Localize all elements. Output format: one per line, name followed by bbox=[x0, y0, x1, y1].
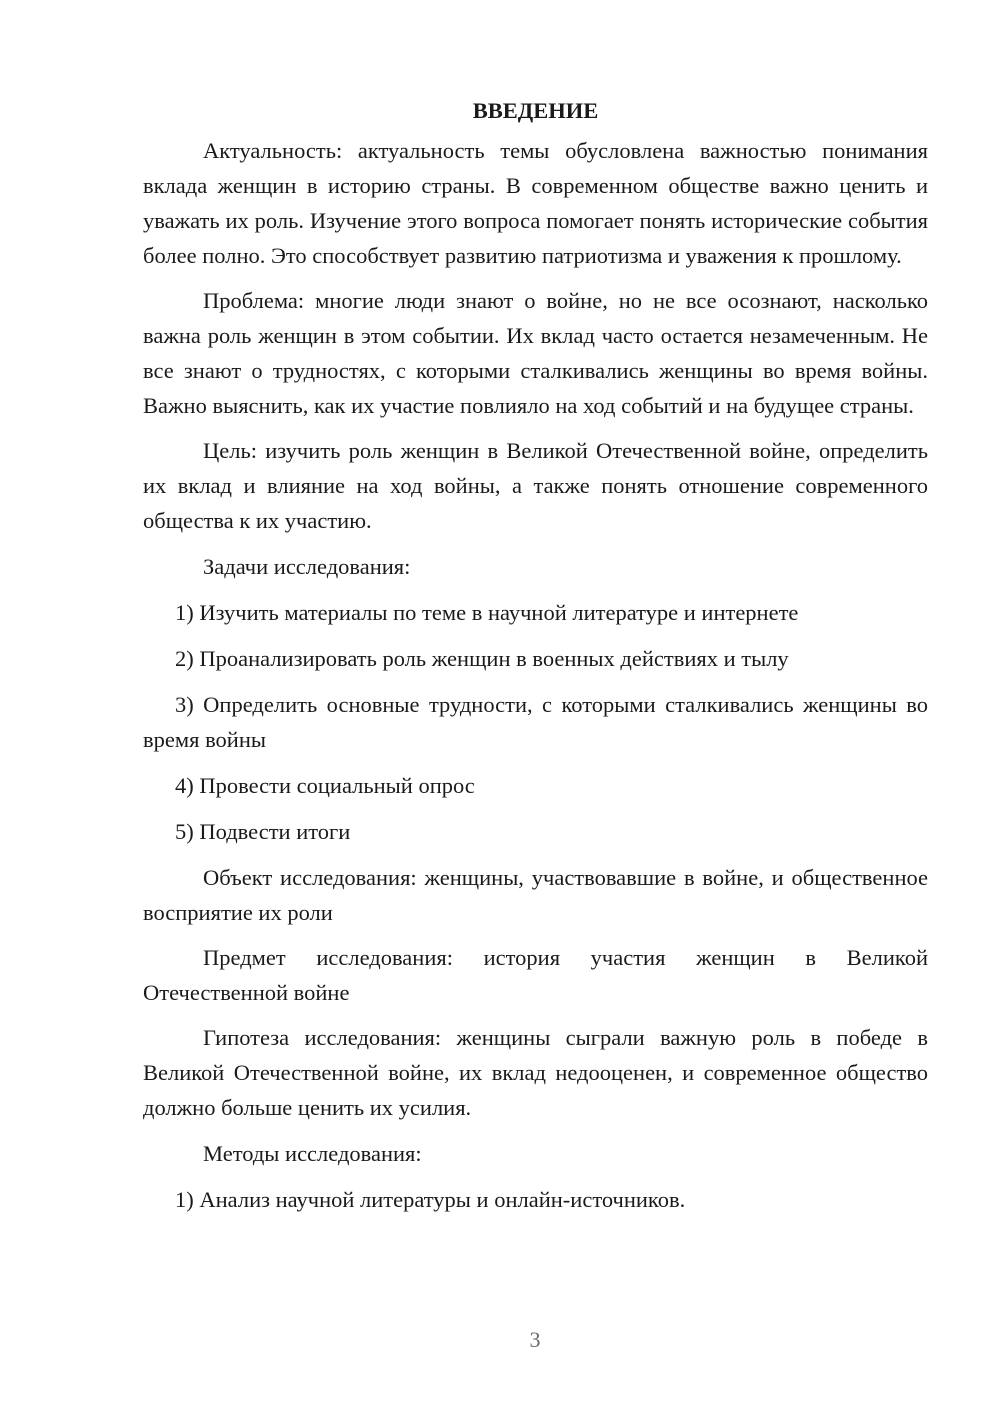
method-item-1: 1) Анализ научной литературы и онлайн-источников. bbox=[175, 1187, 686, 1212]
tasks-heading: Задачи исследования: bbox=[203, 554, 411, 579]
hypothesis-paragraph: Гипотеза исследования: женщины сыграли важную роль в победе в Великой Отечественной войне, их вклад недооценен, и современное общество должно больше ценить их усилия. bbox=[143, 1025, 928, 1120]
goal-paragraph: Цель: изучить роль женщин в Великой Отечественной войне, определить их вклад и влияние на ход войны, а также понять отношение современного общества к их участию. bbox=[143, 438, 928, 533]
task-item-1: 1) Изучить материалы по теме в научной литературе и интернете bbox=[175, 600, 799, 625]
page-number: 3 bbox=[529, 1327, 541, 1352]
methods-heading: Методы исследования: bbox=[203, 1141, 422, 1166]
page-content bbox=[143, 97, 928, 1228]
section-title: ВВЕДЕНИЕ bbox=[472, 98, 599, 123]
task-item-3: 3) Определить основные трудности, с которыми сталкивались женщины во время войны bbox=[143, 692, 928, 752]
subject-paragraph: Предмет исследования: история участия женщин в Великой Отечественной войне bbox=[143, 945, 928, 1005]
task-item-4: 4) Провести социальный опрос bbox=[175, 773, 475, 798]
object-paragraph: Объект исследования: женщины, участвовавшие в войне, и общественное восприятие их роли bbox=[143, 865, 928, 925]
relevance-paragraph: Актуальность: актуальность темы обусловлена важностью понимания вклада женщин в историю страны. В современном обществе важно ценить и уважать их роль. Изучение этого вопроса помогает понять исторические события более полно. Это способствует развитию патриотизма и уважения к прошлому. bbox=[143, 138, 928, 268]
task-item-5: 5) Подвести итоги bbox=[175, 819, 351, 844]
problem-paragraph: Проблема: многие люди знают о войне, но не все осознают, насколько важна роль женщин в этом событии. Их вклад часто остается незамеченным. Не все знают о трудностях, с которыми сталкивались женщины во время войны. Важно выяснить, как их участие повлияло на ход событий и на будущее страны. bbox=[143, 288, 928, 418]
task-item-2: 2) Проанализировать роль женщин в военных действиях и тылу bbox=[175, 646, 789, 671]
